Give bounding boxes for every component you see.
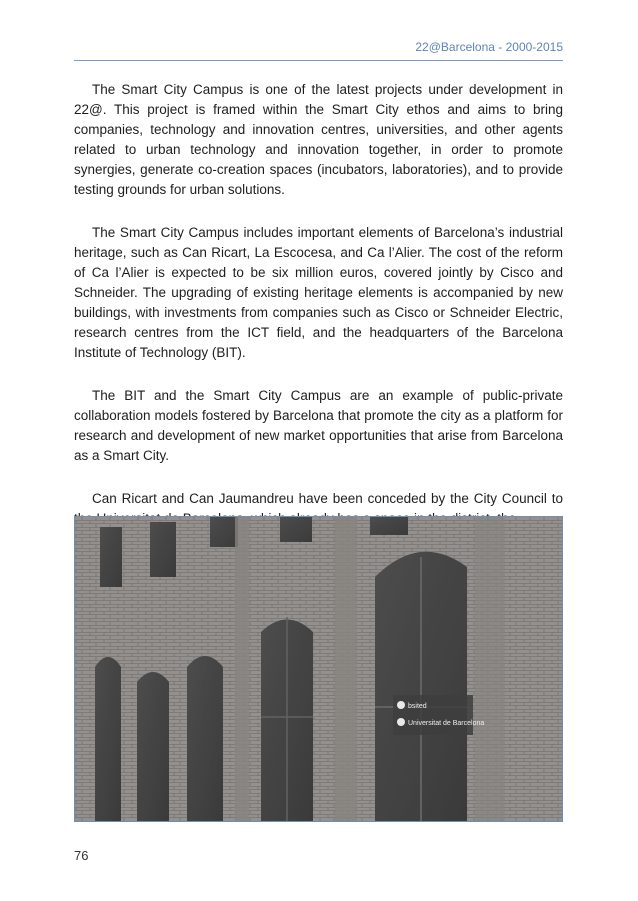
running-title: 22@Barcelona - 2000-2015 [415,40,563,54]
paragraph: The BIT and the Smart City Campus are an example of public-private collaboration models fostered by Barcelona that promote the city as a platform for research and development of new market opportunities that arise from Barcelona as a Smart City. [74,388,563,463]
paragraph: The Smart City Campus includes important elements of Barcelona’s industrial heritage, such as Can Ricart, La Escocesa, and Ca l’Alier. The cost of the reform of Ca l’Alier is expected to be six million euros, covered jointly by Cisco and Schneider. The upgrading of existing heritage elements is accompanied by new buildings, with investments from companies such as Cisco or Schneider Electric, research centres from the ICT field, and the headquarters of the Barcelona Institute of Technology (BIT). [74,225,563,360]
body-text [74,80,563,552]
building-photo [74,516,563,822]
running-header [74,40,563,61]
sign-line-2: Universitat de Barcelona [408,720,485,727]
sign-line-1: bsited [408,703,427,710]
page-number: 76 [74,848,89,863]
paragraph: The Smart City Campus is one of the latest projects under development in 22@. This project is framed within the Smart City ethos and aims to bring companies, technology and innovation centres, universities, and other agents related to urban technology and innovation together, in order to promote synergies, generate co-creation spaces (incubators, laboratories), and to provide testing grounds for urban solutions. [74,82,563,197]
paragraph: Can Ricart and Can Jaumandreu have been conceded by the City Council to [92,491,563,506]
brick-facade-illustration [75,517,562,821]
